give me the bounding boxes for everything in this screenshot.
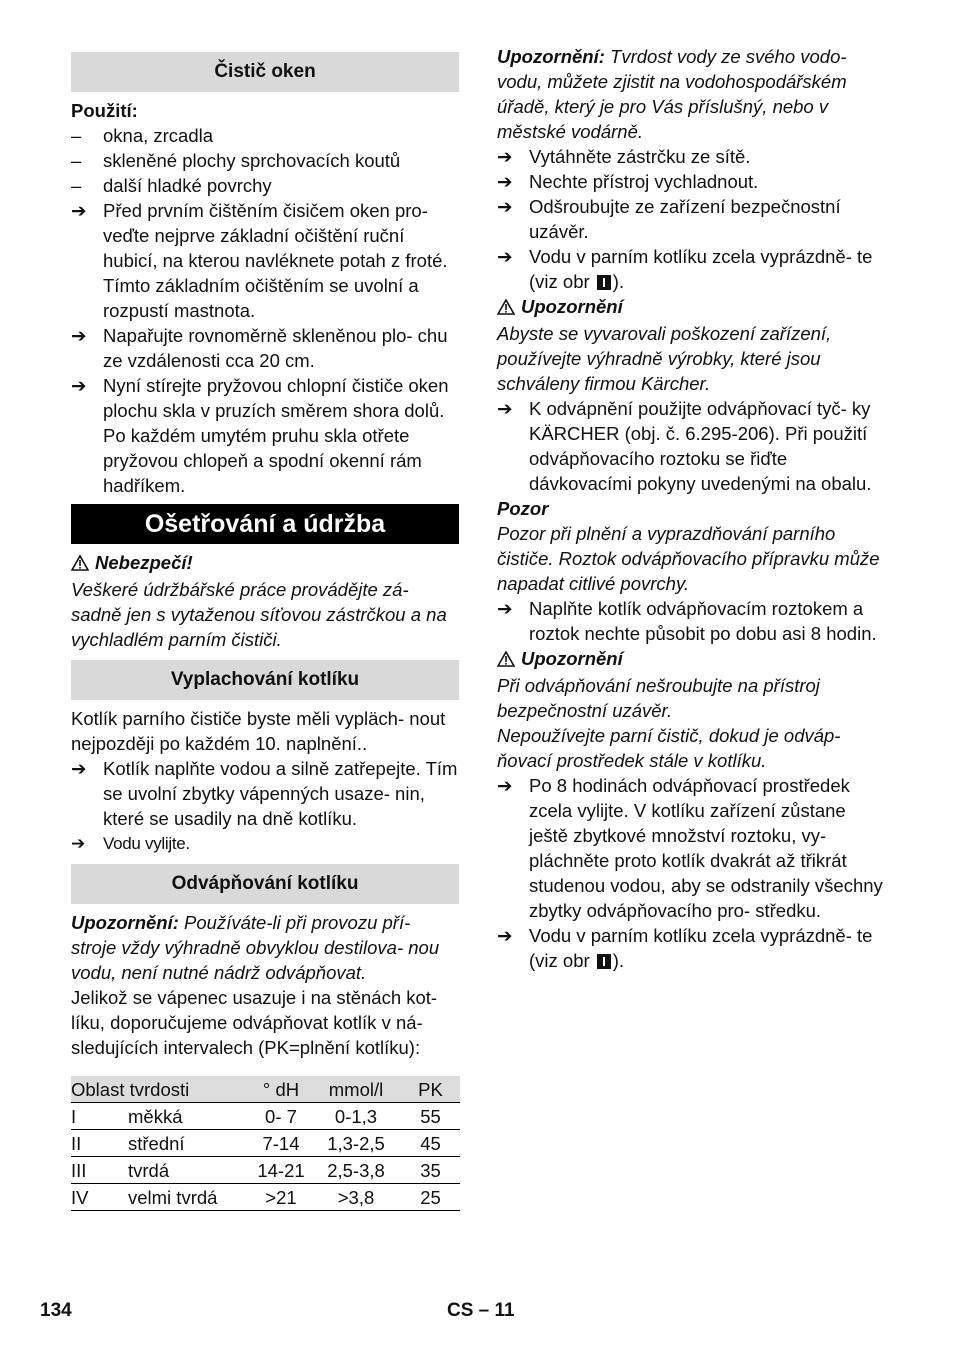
arrow-icon: ➔ (71, 325, 87, 346)
column-header: Oblast tvrdosti (71, 1076, 251, 1103)
list-item: – okna, zrcadla (71, 125, 214, 146)
list-item: – skleněné plochy sprchovacích koutů (71, 150, 401, 171)
arrow-icon: ➔ (497, 775, 513, 796)
list-item: ➔ Odšroubujte ze zařízení bezpečnostní uzávěr. (497, 196, 841, 242)
warning-icon (497, 296, 515, 321)
caution-heading: Upozornění (497, 294, 887, 321)
water-hardness-table (71, 1076, 460, 1211)
section-reference: CS – 11 (447, 1300, 515, 1321)
table-row: IV velmi tvrdá >21 >3,8 25 (71, 1184, 460, 1211)
warning-icon (497, 648, 515, 673)
danger-heading: Nebezpečí! (71, 550, 459, 577)
table-row: III tvrdá 14-21 2,5-3,8 35 (71, 1157, 460, 1184)
pozor-text: Pozor při plnění a vyprazdňování parního čističe. Roztok odvápňovacího přípravku může napadat citlivé povrchy. (497, 523, 880, 594)
column-header: ° dH (251, 1076, 311, 1103)
table-row: II střední 7-14 1,3-2,5 45 (71, 1130, 460, 1157)
caution-text: Nepoužívejte parní čistič, dokud je odváp- ňovací prostředek stále v kotlíku. (497, 725, 841, 771)
arrow-icon: ➔ (497, 598, 513, 619)
interval-text: Jelikož se vápenec usazuje i na stěnách kot- líku, doporučujeme odvápňovat kotlík v ná- sledujících intervalech (PK=plnění kotlíku): (71, 987, 438, 1058)
list-item: ➔ Vodu vylijte. (71, 831, 459, 856)
right-column (497, 44, 887, 973)
section-heading-descale-boiler: Odvápňování kotlíku (71, 864, 459, 904)
arrow-icon: ➔ (497, 398, 513, 419)
list-item: ➔ Nyní stírejte pryžovou chlopní čističe oken plochu skla v pruzích směrem shora dolů. Po každém umytém pruhu skla otřete pryžovou chlopeň a spodní okenní rám hadříkem. (71, 375, 449, 496)
arrow-icon: ➔ (497, 146, 513, 167)
list-item: ➔ Napařujte rovnoměrně skleněnou plo- chu ze vzdálenosti cca 20 cm. (71, 325, 448, 371)
use-label: Použití: (71, 100, 138, 121)
figure-reference-icon (597, 954, 611, 969)
section-heading-maintenance: Ošetřování a údržba (71, 504, 459, 544)
arrow-icon: ➔ (497, 925, 513, 946)
distilled-water-note: Upozornění: Používáte-li při provozu pří- stroje vždy výhradně obvyklou destilova- nou vodu, není nutné nádrž odvápňovat. (71, 912, 440, 983)
list-item: ➔ Před prvním čištěním čisičem oken pro- veďte nejprve základní očištění ruční hubicí, na kterou navléknete potah z froté. Tímto základním očištěním se uvolní a rozpustí mastnota. (71, 200, 448, 321)
arrow-icon: ➔ (497, 246, 513, 267)
caution-heading: Upozornění (497, 646, 887, 673)
left-column (71, 44, 459, 1211)
page-number: 134 (40, 1300, 72, 1321)
arrow-icon: ➔ (71, 758, 87, 779)
list-item: ➔ Kotlík naplňte vodou a silně zatřepejte. Tím se uvolní zbytky vápenných usaze- nin, které se usadily na dně kotlíku. (71, 758, 458, 829)
section-heading-rinse-boiler: Vyplachování kotlíku (71, 660, 459, 700)
table-header-row (71, 1076, 460, 1103)
dash-bullet: – (71, 150, 82, 171)
section-heading-window-cleaner: Čistič oken (71, 52, 459, 92)
list-item: ➔ Nechte přístroj vychladnout. (497, 171, 759, 192)
list-item: – další hladké povrchy (71, 175, 272, 196)
list-item: ➔ Naplňte kotlík odvápňovacím roztokem a roztok nechte působit po dobu asi 8 hodin. (497, 598, 877, 644)
column-header: PK (401, 1076, 460, 1103)
dash-bullet: – (71, 175, 82, 196)
pozor-heading: Pozor (497, 498, 549, 519)
dash-bullet: – (71, 125, 82, 146)
list-item: ➔ Vodu v parním kotlíku zcela vyprázdně- te (viz obr ). (497, 925, 873, 971)
arrow-icon: ➔ (497, 196, 513, 217)
arrow-icon: ➔ (71, 375, 87, 396)
danger-text: Veškeré údržbářské práce provádějte zá- sadně jen s vytaženou síťovou zástrčkou a na vychladlém parním čističi. (71, 579, 447, 650)
arrow-icon: ➔ (497, 171, 513, 192)
list-item: ➔ Vodu v parním kotlíku zcela vyprázdně- te (viz obr ). (497, 246, 873, 292)
list-item: ➔ Vytáhněte zástrčku ze sítě. (497, 146, 751, 167)
arrow-icon: ➔ (71, 200, 87, 221)
arrow-icon: ➔ (71, 834, 85, 853)
column-header: mmol/l (311, 1076, 401, 1103)
rinse-intro: Kotlík parního čističe byste měli vypläch- nout nejpozději po každém 10. naplnění.. (71, 708, 446, 754)
list-item: ➔ K odvápnění použijte odvápňovací tyč- ky KÄRCHER (obj. č. 6.295-206). Při použití odvápňovacího roztoku se řiďte dávkovacími pokyny uvedenými na obalu. (497, 398, 872, 494)
list-item: ➔ Po 8 hodinách odvápňovací prostředek zcela vylijte. V kotlíku zařízení zůstane ještě zbytkové množství roztoku, vy- pláchněte proto kotlík dvakrát až třikrát studenou vodou, aby se odstranily všechny zbytky odvápňovacího pro- středku. (497, 775, 883, 921)
figure-reference-icon (597, 275, 611, 290)
caution-text: Při odvápňování nešroubujte na přístroj bezpečnostní uzávěr. (497, 675, 820, 721)
caution-text: Abyste se vyvarovali poškození zařízení, používejte výhradně výrobky, které jsou schváleny firmou Kärcher. (497, 323, 832, 394)
table-row: I měkká 0- 7 0-1,3 55 (71, 1103, 460, 1130)
warning-icon (71, 552, 89, 577)
water-hardness-note: Upozornění: Tvrdost vody ze svého vodo- vodu, můžete zjistit na vodohospodářském úřadě, který je pro Vás příslušný, nebo v městské vodárně. (497, 46, 847, 142)
